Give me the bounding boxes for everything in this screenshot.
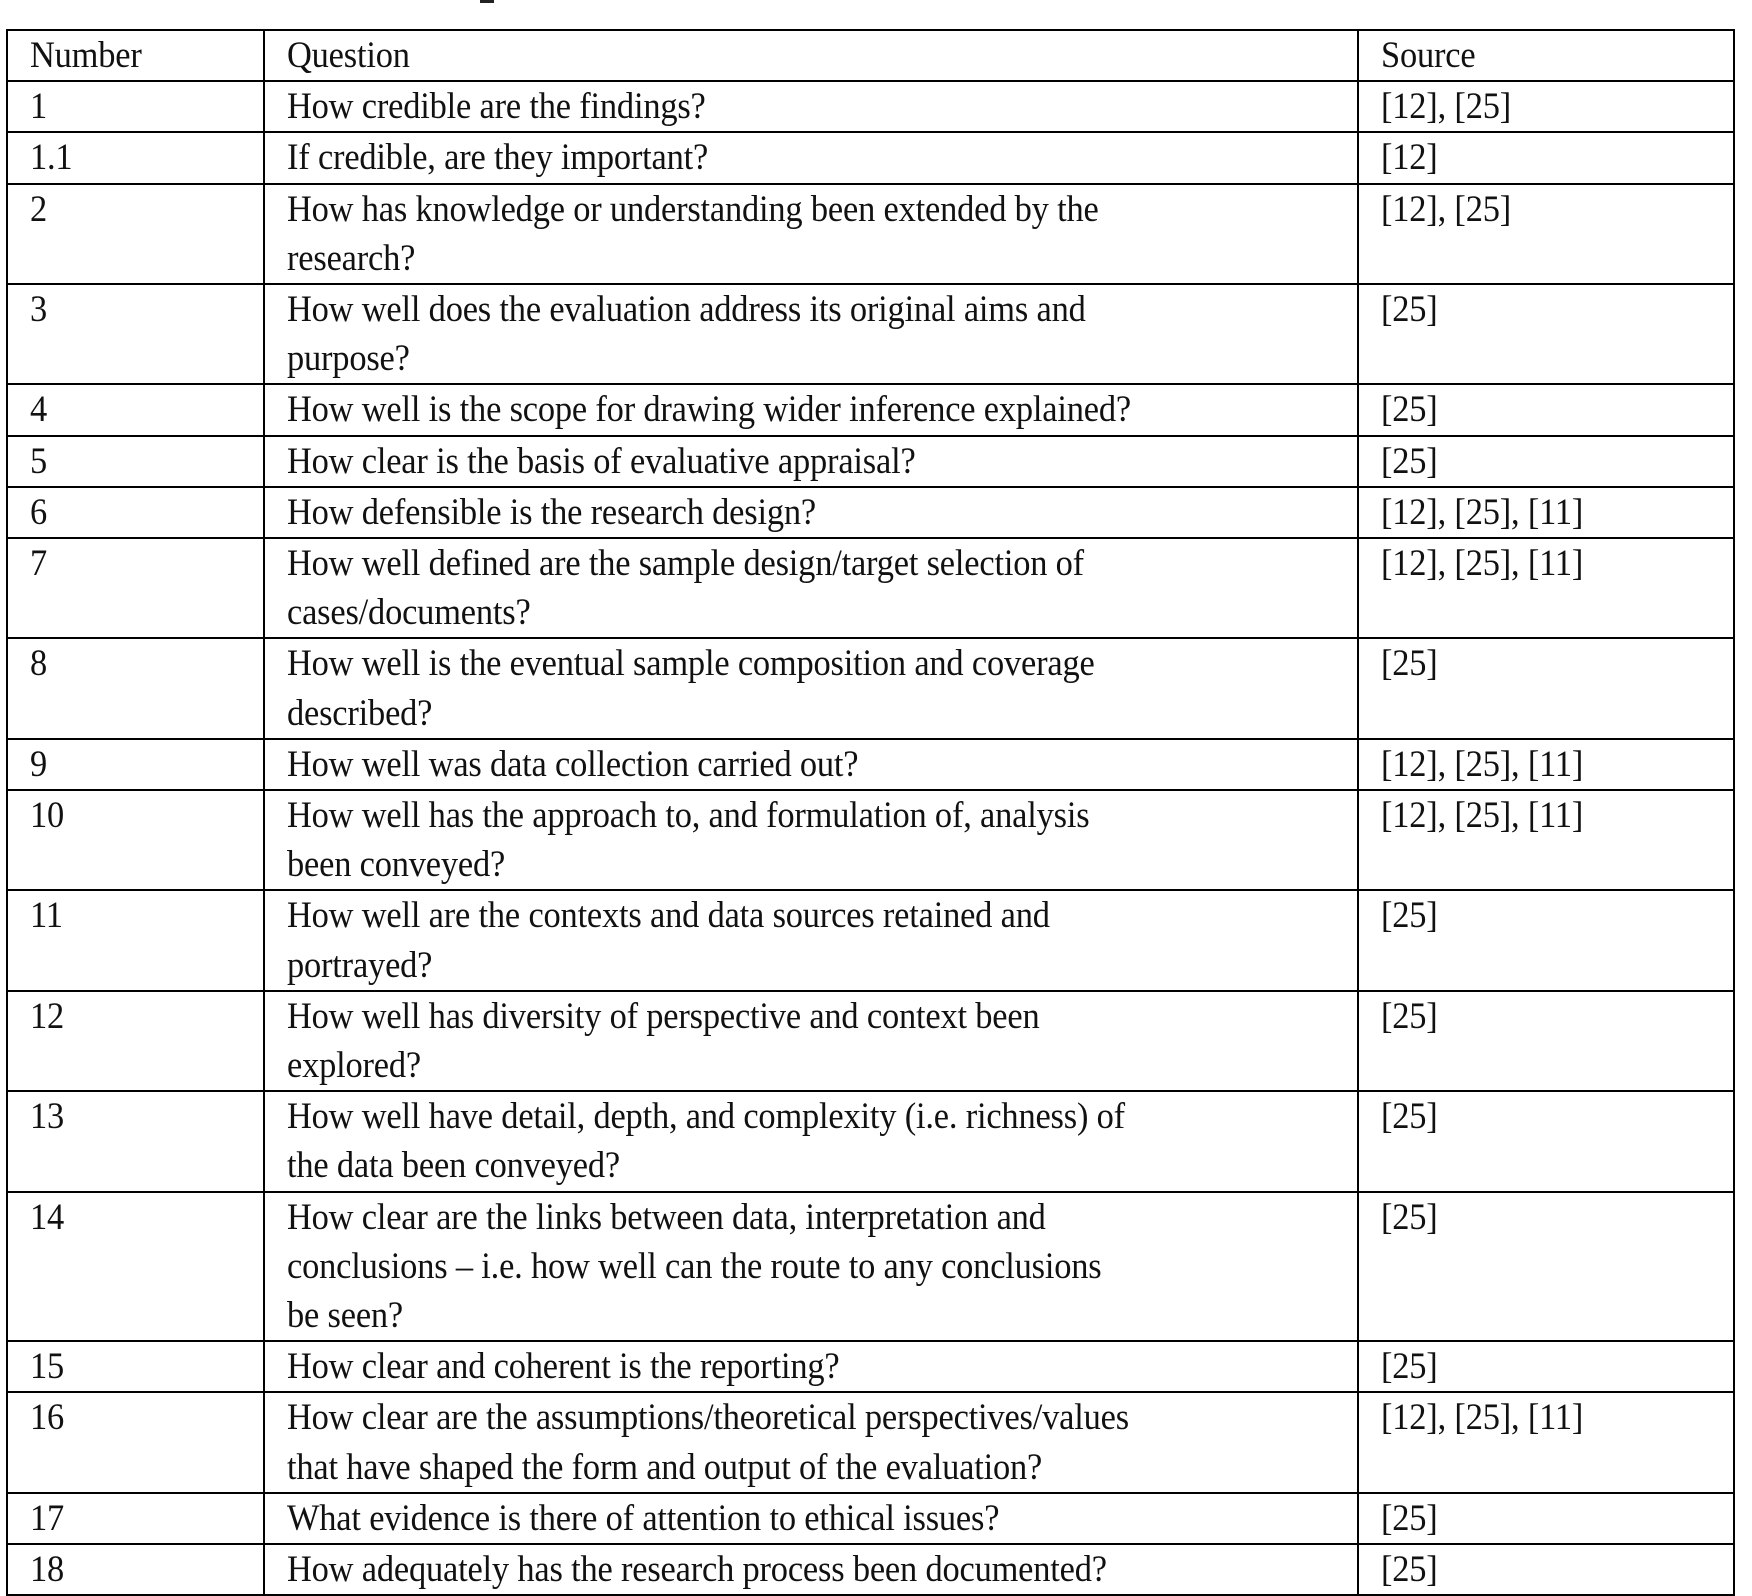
question-text: be seen? bbox=[287, 1295, 404, 1337]
header-number-label: Number bbox=[30, 35, 142, 76]
table-row bbox=[7, 1544, 1734, 1595]
cell-number bbox=[7, 638, 264, 738]
cell-source bbox=[1358, 1192, 1734, 1342]
question-line-wrap bbox=[287, 1141, 1357, 1190]
header-question bbox=[264, 30, 1358, 81]
question-text: research? bbox=[287, 237, 416, 279]
question-line-wrap bbox=[287, 1342, 1357, 1391]
cell-source bbox=[1358, 991, 1734, 1091]
question-line-wrap bbox=[287, 740, 1357, 789]
question-line-wrap bbox=[287, 488, 1357, 537]
question-line-wrap bbox=[287, 891, 1357, 940]
table-row bbox=[7, 487, 1734, 538]
row-number: 2 bbox=[30, 188, 48, 230]
source-citations: [25] bbox=[1381, 389, 1438, 431]
question-line-wrap bbox=[287, 1494, 1357, 1543]
cell-source bbox=[1358, 436, 1734, 487]
cell-source bbox=[1358, 790, 1734, 890]
question-line-wrap bbox=[287, 1193, 1357, 1242]
header-question-label: Question bbox=[287, 35, 410, 76]
cell-number bbox=[7, 384, 264, 435]
question-text: cases/documents? bbox=[287, 592, 531, 634]
question-line-wrap bbox=[287, 1545, 1357, 1594]
source-citations: [25] bbox=[1381, 1096, 1438, 1138]
cell-source bbox=[1358, 890, 1734, 990]
cell-question bbox=[264, 1392, 1358, 1492]
row-number: 4 bbox=[30, 389, 48, 431]
row-number: 6 bbox=[30, 491, 48, 533]
row-number: 7 bbox=[30, 543, 48, 585]
question-line-wrap bbox=[287, 234, 1357, 283]
source-citations: [25] bbox=[1381, 643, 1438, 685]
question-text: How well is the eventual sample composition and coverage bbox=[287, 643, 1095, 685]
row-number: 12 bbox=[30, 995, 65, 1037]
source-citations: [25] bbox=[1381, 895, 1438, 937]
question-text: How defensible is the research design? bbox=[287, 491, 816, 533]
question-text: the data been conveyed? bbox=[287, 1145, 620, 1187]
table-row bbox=[7, 1091, 1734, 1191]
question-text: been conveyed? bbox=[287, 844, 506, 886]
row-number: 9 bbox=[30, 743, 48, 785]
question-text: How adequately has the research process been documented? bbox=[287, 1549, 1107, 1591]
table-row bbox=[7, 1192, 1734, 1342]
question-text: How well does the evaluation address its original aims and bbox=[287, 289, 1086, 331]
source-citations: [25] bbox=[1381, 440, 1438, 482]
source-citations: [12], [25] bbox=[1381, 188, 1512, 230]
row-number: 8 bbox=[30, 643, 48, 685]
cell-number bbox=[7, 1341, 264, 1392]
table-row bbox=[7, 284, 1734, 384]
question-text: How has knowledge or understanding been extended by the bbox=[287, 188, 1099, 230]
cell-number bbox=[7, 739, 264, 790]
cell-number bbox=[7, 284, 264, 384]
cell-question bbox=[264, 284, 1358, 384]
source-citations: [25] bbox=[1381, 1346, 1438, 1388]
cell-source bbox=[1358, 284, 1734, 384]
cell-number bbox=[7, 184, 264, 284]
cell-number bbox=[7, 991, 264, 1091]
table-row bbox=[7, 991, 1734, 1091]
question-line-wrap bbox=[287, 840, 1357, 889]
question-text: How clear are the links between data, interpretation and bbox=[287, 1196, 1046, 1238]
question-text: that have shaped the form and output of the evaluation? bbox=[287, 1446, 1043, 1488]
cell-source bbox=[1358, 739, 1734, 790]
cell-question bbox=[264, 991, 1358, 1091]
question-line-wrap bbox=[287, 588, 1357, 637]
question-line-wrap bbox=[287, 1443, 1357, 1492]
question-text: How clear and coherent is the reporting? bbox=[287, 1346, 840, 1388]
question-line-wrap bbox=[287, 185, 1357, 234]
header-number bbox=[7, 30, 264, 81]
question-text: How well was data collection carried out? bbox=[287, 743, 859, 785]
question-text: How well are the contexts and data sources retained and bbox=[287, 895, 1050, 937]
source-citations: [12], [25], [11] bbox=[1381, 491, 1584, 533]
source-citations: [12], [25], [11] bbox=[1381, 543, 1584, 585]
cell-question bbox=[264, 132, 1358, 183]
question-text: purpose? bbox=[287, 338, 410, 380]
question-text: How credible are the findings? bbox=[287, 86, 706, 128]
caption-fragment bbox=[480, 0, 494, 3]
header-source-label: Source bbox=[1381, 35, 1476, 76]
table-header-row bbox=[7, 30, 1734, 81]
table-row bbox=[7, 132, 1734, 183]
quality-questions-table bbox=[6, 29, 1735, 1596]
header-source bbox=[1358, 30, 1734, 81]
cell-number bbox=[7, 81, 264, 132]
question-text: If credible, are they important? bbox=[287, 137, 709, 179]
question-line-wrap bbox=[287, 1291, 1357, 1340]
table-row bbox=[7, 81, 1734, 132]
cell-number bbox=[7, 1493, 264, 1544]
row-number: 10 bbox=[30, 795, 65, 837]
question-text: How well is the scope for drawing wider inference explained? bbox=[287, 389, 1131, 431]
source-citations: [12], [25], [11] bbox=[1381, 1397, 1584, 1439]
cell-source bbox=[1358, 1341, 1734, 1392]
cell-source bbox=[1358, 638, 1734, 738]
cell-number bbox=[7, 890, 264, 990]
cell-source bbox=[1358, 81, 1734, 132]
cell-question bbox=[264, 1192, 1358, 1342]
table-row bbox=[7, 638, 1734, 738]
table-row bbox=[7, 1493, 1734, 1544]
cell-question bbox=[264, 790, 1358, 890]
source-citations: [12], [25], [11] bbox=[1381, 743, 1584, 785]
table-row bbox=[7, 739, 1734, 790]
table-row bbox=[7, 184, 1734, 284]
row-number: 15 bbox=[30, 1346, 65, 1388]
cell-question bbox=[264, 739, 1358, 790]
row-number: 18 bbox=[30, 1549, 65, 1591]
row-number: 1.1 bbox=[30, 137, 73, 179]
question-line-wrap bbox=[287, 1242, 1357, 1291]
cell-question bbox=[264, 1544, 1358, 1595]
question-text: How well has diversity of perspective and context been bbox=[287, 995, 1040, 1037]
row-number: 3 bbox=[30, 289, 48, 331]
cell-source bbox=[1358, 1544, 1734, 1595]
question-text: explored? bbox=[287, 1045, 421, 1087]
table-row bbox=[7, 1341, 1734, 1392]
question-line-wrap bbox=[287, 82, 1357, 131]
cell-question bbox=[264, 487, 1358, 538]
question-line-wrap bbox=[287, 1092, 1357, 1141]
question-line-wrap bbox=[287, 1393, 1357, 1442]
cell-question bbox=[264, 384, 1358, 435]
row-number: 17 bbox=[30, 1497, 65, 1539]
question-line-wrap bbox=[287, 791, 1357, 840]
row-number: 14 bbox=[30, 1196, 65, 1238]
question-line-wrap bbox=[287, 285, 1357, 334]
cell-number bbox=[7, 436, 264, 487]
question-line-wrap bbox=[287, 639, 1357, 688]
source-citations: [25] bbox=[1381, 1497, 1438, 1539]
question-line-wrap bbox=[287, 334, 1357, 383]
question-line-wrap bbox=[287, 992, 1357, 1041]
cell-source bbox=[1358, 1493, 1734, 1544]
question-text: How clear are the assumptions/theoretical perspectives/values bbox=[287, 1397, 1129, 1439]
question-text: described? bbox=[287, 692, 433, 734]
source-citations: [12], [25], [11] bbox=[1381, 795, 1584, 837]
question-line-wrap bbox=[287, 1041, 1357, 1090]
table-row bbox=[7, 790, 1734, 890]
question-text: How well defined are the sample design/target selection of bbox=[287, 543, 1084, 585]
question-text: What evidence is there of attention to ethical issues? bbox=[287, 1497, 1000, 1539]
cell-number bbox=[7, 538, 264, 638]
row-number: 13 bbox=[30, 1096, 65, 1138]
question-line-wrap bbox=[287, 941, 1357, 990]
source-citations: [25] bbox=[1381, 1549, 1438, 1591]
table-row bbox=[7, 538, 1734, 638]
cell-source bbox=[1358, 1392, 1734, 1492]
cell-number bbox=[7, 790, 264, 890]
question-text: How well have detail, depth, and complexity (i.e. richness) of bbox=[287, 1096, 1125, 1138]
cell-question bbox=[264, 81, 1358, 132]
question-line-wrap bbox=[287, 539, 1357, 588]
cell-question bbox=[264, 436, 1358, 487]
cell-number bbox=[7, 132, 264, 183]
cell-source bbox=[1358, 184, 1734, 284]
cell-question bbox=[264, 1091, 1358, 1191]
question-line-wrap bbox=[287, 437, 1357, 486]
row-number: 16 bbox=[30, 1397, 65, 1439]
source-citations: [25] bbox=[1381, 995, 1438, 1037]
row-number: 5 bbox=[30, 440, 48, 482]
cell-source bbox=[1358, 1091, 1734, 1191]
cell-question bbox=[264, 1341, 1358, 1392]
cell-number bbox=[7, 1091, 264, 1191]
cell-question bbox=[264, 890, 1358, 990]
question-line-wrap bbox=[287, 133, 1357, 182]
question-text: How clear is the basis of evaluative appraisal? bbox=[287, 440, 916, 482]
question-text: portrayed? bbox=[287, 944, 433, 986]
source-citations: [12] bbox=[1381, 137, 1438, 179]
cell-question bbox=[264, 1493, 1358, 1544]
table-row bbox=[7, 384, 1734, 435]
question-line-wrap bbox=[287, 385, 1357, 434]
cell-question bbox=[264, 184, 1358, 284]
cell-number bbox=[7, 1392, 264, 1492]
cell-number bbox=[7, 1192, 264, 1342]
source-citations: [25] bbox=[1381, 289, 1438, 331]
question-line-wrap bbox=[287, 689, 1357, 738]
cell-source bbox=[1358, 538, 1734, 638]
cell-source bbox=[1358, 487, 1734, 538]
row-number: 1 bbox=[30, 86, 48, 128]
cell-source bbox=[1358, 384, 1734, 435]
row-number: 11 bbox=[30, 895, 63, 937]
table-row bbox=[7, 1392, 1734, 1492]
cell-question bbox=[264, 638, 1358, 738]
table-row bbox=[7, 436, 1734, 487]
cell-number bbox=[7, 1544, 264, 1595]
cell-question bbox=[264, 538, 1358, 638]
cell-number bbox=[7, 487, 264, 538]
table-body bbox=[7, 81, 1734, 1595]
question-text: How well has the approach to, and formulation of, analysis bbox=[287, 795, 1090, 837]
cell-source bbox=[1358, 132, 1734, 183]
source-citations: [25] bbox=[1381, 1196, 1438, 1238]
question-text: conclusions – i.e. how well can the route to any conclusions bbox=[287, 1245, 1102, 1287]
source-citations: [12], [25] bbox=[1381, 86, 1512, 128]
table-row bbox=[7, 890, 1734, 990]
